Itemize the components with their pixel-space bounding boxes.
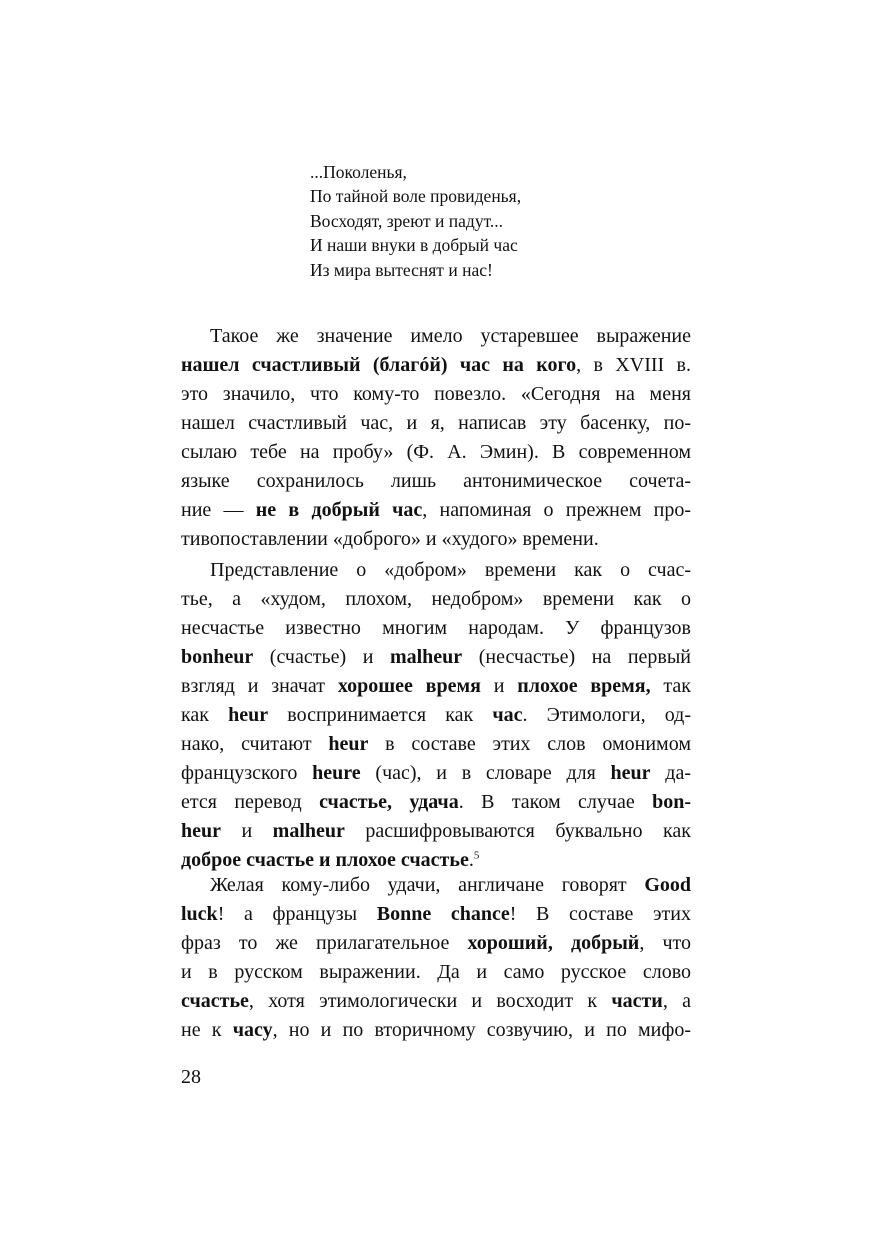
text-line (181, 438, 691, 467)
text-line (181, 643, 691, 672)
text: тье, а «худом, плохом, недобром» времени как о (181, 588, 691, 610)
verse-line: Из мира вытеснят и нас! (310, 259, 493, 280)
bold-term: хорошее время (337, 675, 481, 697)
text-line (181, 987, 691, 1016)
text: воспринимается как (268, 704, 493, 726)
paragraph-2 (181, 556, 691, 875)
text: несчастье известно многим народам. У французов (181, 617, 691, 639)
text: тивопоставлении «доброго» и «худого» времени. (181, 528, 599, 550)
bold-term: luck (181, 903, 218, 925)
text-line (181, 701, 691, 730)
text: . Этимологи, од- (522, 704, 691, 726)
paragraph-1 (181, 322, 691, 554)
text: и (221, 820, 273, 842)
bold-term: Good (644, 874, 691, 896)
text-line (181, 351, 691, 380)
verse-block (310, 160, 730, 282)
text-line (181, 871, 691, 900)
bold-term: heur (610, 762, 651, 784)
bold-term: heur (228, 704, 269, 726)
verse-line: И наши внуки в добрый час (310, 235, 518, 256)
text: нашел счастливый час, и я, написав эту басенку, по- (181, 412, 691, 434)
text-line (181, 929, 691, 958)
text-line (181, 759, 691, 788)
text: расшифровываются буквально как (344, 820, 692, 842)
text: Представление о «добром» времени как о счас- (210, 559, 691, 581)
bold-term: Bonne chance (376, 903, 510, 925)
bold-term: не в добрый час (255, 499, 423, 521)
text: взгляд и значат (181, 675, 338, 697)
text: французского (181, 762, 313, 784)
text: , что (639, 932, 692, 954)
text-line (181, 496, 691, 525)
text: сылаю тебе на пробу» (Ф. А. Эмин). В современном (181, 441, 691, 463)
text: и в русском выражении. Да и само русское слово (181, 961, 691, 983)
text: ние — (181, 499, 256, 521)
text: , но и по вторичному созвучию, и по мифо- (272, 1019, 692, 1041)
verse-line: По тайной воле провиденья, (310, 186, 522, 207)
bold-term: malheur (389, 646, 463, 668)
text: , в XVIII в. (576, 354, 691, 376)
text: и (480, 675, 518, 697)
text: так (650, 675, 692, 697)
text: да- (650, 762, 691, 784)
text-line (181, 322, 691, 351)
bold-term: счастье, удача (319, 791, 459, 813)
text-line (181, 900, 691, 929)
text-line (181, 958, 691, 987)
bold-term: heur (181, 820, 221, 842)
bold-term: час (492, 704, 523, 726)
footnote-ref[interactable]: 5 (473, 849, 480, 862)
text-line (181, 525, 691, 554)
bold-term: bonheur (181, 646, 254, 668)
text: Такое же значение имело устаревшее выражение (210, 325, 691, 347)
text-line (181, 788, 691, 817)
text: фраз то же прилагательное (181, 932, 468, 954)
bold-term: часу (232, 1019, 273, 1041)
text-line (181, 730, 691, 759)
text: . В таком случае (458, 791, 653, 813)
bold-term: heure (312, 762, 361, 784)
text: в составе этих слов омонимом (368, 733, 691, 755)
text-line (181, 467, 691, 496)
text: (счастье) и (253, 646, 390, 668)
bold-term: malheur (272, 820, 345, 842)
text: , а (662, 990, 691, 1012)
text-line (181, 409, 691, 438)
bold-term: доброе счастье и плохое счастье (181, 849, 469, 871)
bold-term: heur (328, 733, 369, 755)
text: (час), и в словаре для (360, 762, 611, 784)
page-number: 28 (181, 1066, 201, 1088)
bold-term: bon- (652, 791, 691, 813)
bold-term: части (611, 990, 663, 1012)
text-line (181, 614, 691, 643)
text: Желая кому-либо удачи, англичане говорят (210, 874, 645, 896)
text: ! В составе этих (509, 903, 691, 925)
paragraph-3 (181, 871, 691, 1045)
verse-line: ...Поколенья, (310, 162, 407, 182)
text: не к (181, 1019, 233, 1041)
text: , хотя этимологически и восходит к (248, 990, 612, 1012)
text-line (181, 1016, 691, 1045)
text-line (181, 380, 691, 409)
text: как (181, 704, 229, 726)
text-line (181, 817, 691, 846)
text: ется перевод (181, 791, 320, 813)
text: это значило, что кому-то повезло. «Сегодня на меня (181, 383, 691, 405)
text-line (181, 672, 691, 701)
text: , напоминая о прежнем про- (422, 499, 691, 521)
text: . (468, 849, 474, 871)
bold-term: хороший, добрый (467, 932, 640, 954)
bold-term: счастье (181, 990, 249, 1012)
text: (несчастье) на первый (462, 646, 691, 668)
text: нако, считают (181, 733, 329, 755)
text: ! а французы (217, 903, 377, 925)
verse-line: Восходят, зреют и падут... (310, 210, 504, 231)
bold-term: плохое время, (517, 675, 651, 697)
text-line (181, 556, 691, 585)
bold-term: нашел счастливый (благóй) час на кого (181, 354, 577, 376)
text-line (181, 585, 691, 614)
text: языке сохранилось лишь антонимическое сочета- (181, 470, 691, 492)
